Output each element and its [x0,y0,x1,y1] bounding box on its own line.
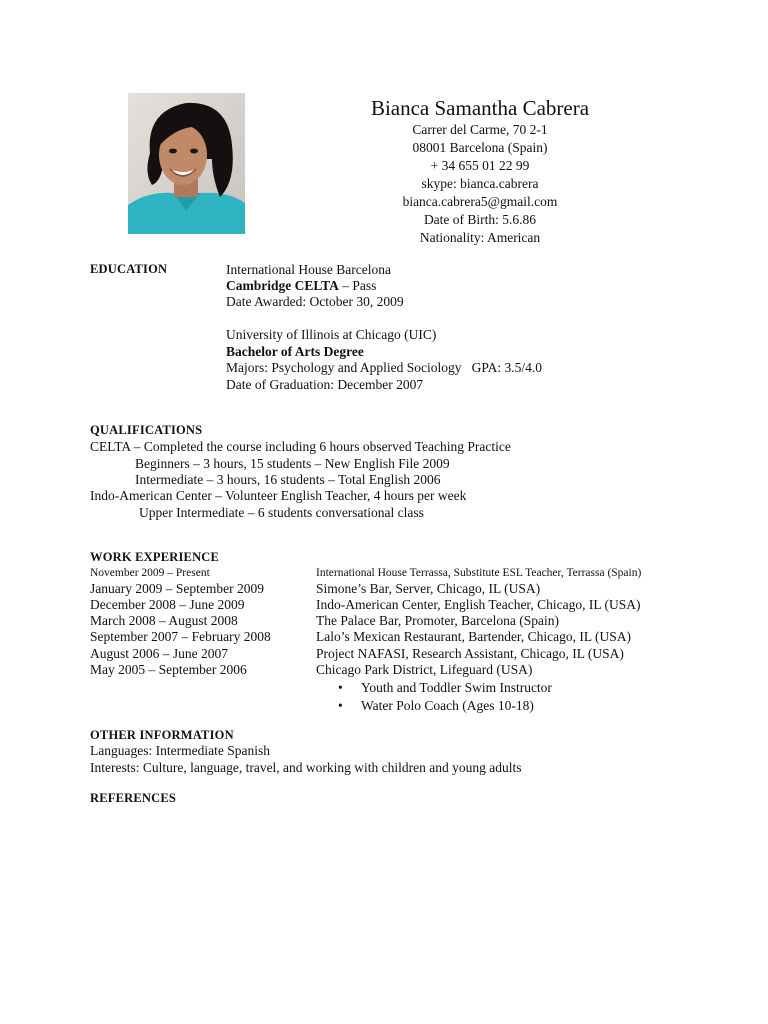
uic-school: University of Illinois at Chicago (UIC) [226,327,437,342]
address-line-2: 08001 Barcelona (Spain) [412,140,548,155]
references-heading: REFERENCES [90,791,177,805]
qualification-indo-american: Indo-American Center – Volunteer English Teacher, 4 hours per week [90,488,467,503]
skype-handle: skype: bianca.cabrera [421,176,539,191]
interests: Interests: Culture, language, travel, and working with children and young adults [90,760,522,775]
work-experience-heading: WORK EXPERIENCE [90,550,220,564]
bullet-swim-instructor: • Youth and Toddler Swim Instructor [361,680,552,696]
address-line-1: Carrer del Carme, 70 2-1 [412,122,548,137]
job-date: May 2005 – September 2006 [90,662,247,677]
date-of-birth: Date of Birth: 5.6.86 [423,212,537,227]
uic-majors: Majors: Psychology and Applied Sociology GPA: 3.5/4.0 [226,360,543,375]
qualification-beginners: Beginners – 3 hours, 15 students – New English File 2009 [135,456,450,471]
celta-school: International House Barcelona [226,262,391,277]
celta-degree-line [226,278,376,294]
portrait-image [128,93,245,234]
job-date: March 2008 – August 2008 [90,613,238,628]
nationality: Nationality: American [419,230,541,245]
education-heading: EDUCATION [90,262,168,276]
job-date: January 2009 – September 2009 [90,581,264,596]
job-description: Lalo’s Mexican Restaurant, Bartender, Chicago, IL (USA) [316,629,631,644]
job-description: Chicago Park District, Lifeguard (USA) [316,662,533,677]
qualifications-heading: QUALIFICATIONS [90,423,203,437]
qualification-celta: CELTA – Completed the course including 6 hours observed Teaching Practice [90,439,511,454]
uic-degree-text: Bachelor of Arts Degree [226,344,364,359]
job-date: November 2009 – Present [90,567,210,579]
celta-date: Date Awarded: October 30, 2009 [226,294,404,309]
qualification-upper-intermediate: Upper Intermediate – 6 students conversational class [139,505,424,520]
uic-degree [226,344,364,360]
contact-header [330,95,630,247]
bullet-water-polo-coach: • Water Polo Coach (Ages 10-18) [361,698,534,714]
candidate-name: Bianca Samantha Cabrera [370,96,590,120]
job-date: September 2007 – February 2008 [90,629,271,644]
job-description: Project NAFASI, Research Assistant, Chicago, IL (USA) [316,646,624,661]
uic-graduation-date: Date of Graduation: December 2007 [226,377,424,392]
job-date: December 2008 – June 2009 [90,597,245,612]
job-description: Simone’s Bar, Server, Chicago, IL (USA) [316,581,541,596]
profile-photo [128,93,245,234]
phone-number: + 34 655 01 22 99 [430,158,530,173]
celta-result: – Pass [338,278,377,293]
job-date: August 2006 – June 2007 [90,646,228,661]
email-address: bianca.cabrera5@gmail.com [402,194,558,209]
job-description: The Palace Bar, Promoter, Barcelona (Spain) [316,613,559,628]
other-information-heading: OTHER INFORMATION [90,728,234,742]
languages: Languages: Intermediate Spanish [90,743,270,758]
job-description: Indo-American Center, English Teacher, Chicago, IL (USA) [316,597,641,612]
job-description: International House Terrassa, Substitute ESL Teacher, Terrassa (Spain) [316,567,642,579]
qualification-intermediate: Intermediate – 3 hours, 16 students – Total English 2006 [135,472,441,487]
celta-degree: Cambridge CELTA [226,278,339,293]
